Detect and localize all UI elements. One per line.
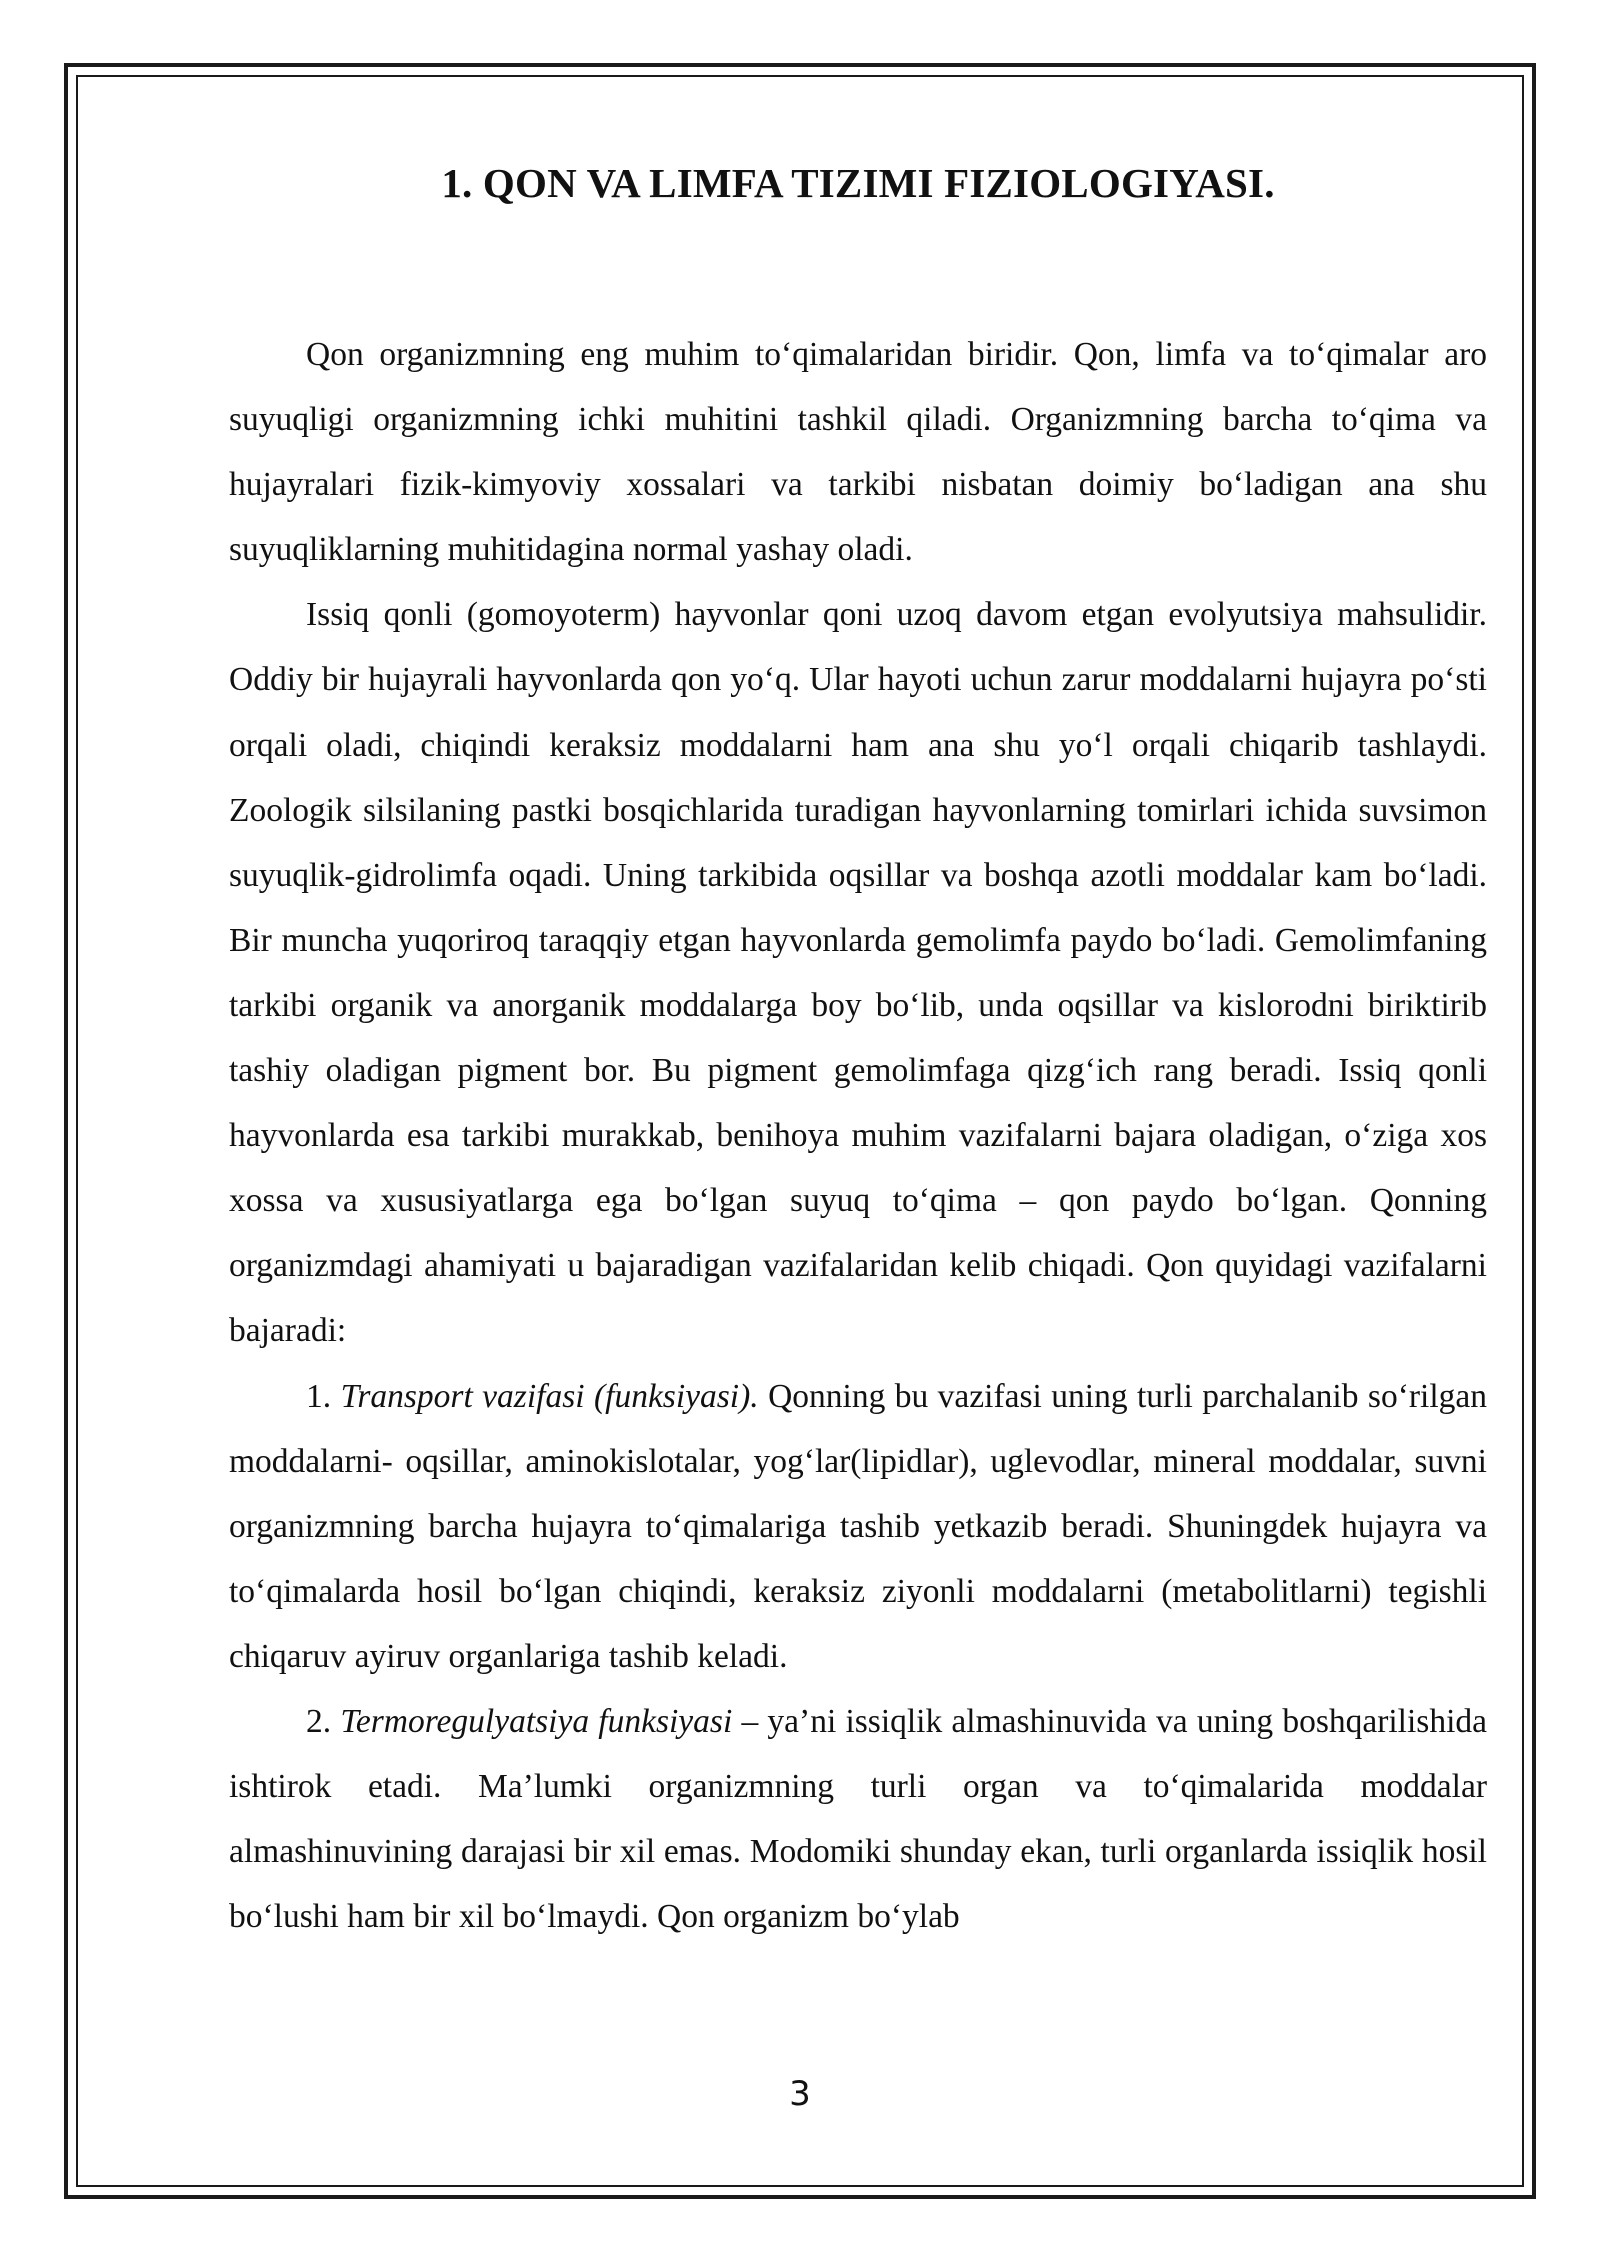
paragraph-intro: Qon organizmning eng muhim to‘qimalaridan biridir. Qon, limfa va to‘qimalar aro suyuqligi organizmning ichki muhitini tashkil qiladi. Organizmning barcha to‘qima va hujayralari fizik-kimyoviy xossalari va tarkibi nisbatan doimiy bo‘ladigan ana shu suyuqliklarning muhitidagina normal yashay oladi. (229, 336, 1487, 569)
function-description: – ya’ni issiqlik almashinuvida va uning boshqarilishida ishtirok etadi. Ma’lumki organizmning turli organ va to‘qimalarida moddalar almashinuvining darajasi bir xil emas. Modomiki shunday ekan, turli organlarda issiqlik hosil bo‘lushi ham bir xil bo‘lmaydi. Qon organizm bo‘ylab (229, 1702, 1488, 1936)
page-number: 3 (789, 2074, 811, 2114)
page-title: 1. QON VA LIMFA TIZIMI FIZIOLOGIYASI. (441, 160, 1275, 206)
list-number: 1. (306, 1377, 341, 1415)
paragraph-evolution: Issiq qonli (gomoyoterm) hayvonlar qoni uzoq davom etgan evolyutsiya mahsulidir. Oddiy bir hujayrali hayvonlarda qon yo‘q. Ular hayoti uchun zarur moddalarni hujayra po‘sti orqali oladi, chiqindi keraksiz moddalarni ham ana shu yo‘l orqali chiqarib tashlaydi. Zoologik silsilaning pastki bosqichlarida turadigan hayvonlarning tomirlari ichida suvsimon suyuqlik-gidrolimfa oqadi. Uning tarkibida oqsillar va boshqa azotli moddalar kam bo‘ladi. Bir muncha yuqoriroq taraqqiy etgan hayvonlarda gemolimfa paydo bo‘ladi. Gemolimfaning tarkibi organik va anorganik moddalarga boy bo‘lib, unda oqsillar va kislorodni biriktirib tashiy oladigan pigment bor. Bu pigment gemolimfaga qizg‘ich rang beradi. Issiq qonli hayvonlarda esa tarkibi murakkab, benihoya muhim vazifalarni bajara oladigan, o‘ziga xos xossa va xususiyatlarga ega bo‘lgan suyuq to‘qima – qon paydo bo‘lgan. Qonning organizmdagi ahamiyati u bajaradigan vazifalaridan kelib chiqadi. Qon quyidagi vazifalarni bajaradi: (229, 596, 1487, 1350)
document-body (229, 322, 1487, 1949)
paragraph-thermoregulation-function (229, 1689, 1487, 1949)
function-term: Termoregulyatsiya funksiyasi (340, 1702, 733, 1740)
function-term: Transport vazifasi (funksiyasi). (340, 1377, 759, 1415)
list-number: 2. (306, 1702, 341, 1740)
paragraph-transport-function (229, 1364, 1487, 1689)
function-description: Qonning bu vazifasi uning turli parchalanib so‘rilgan moddalarni- oqsillar, aminokislotalar, yog‘lar(lipidlar), uglevodlar, mineral moddalar, suvni organizmning barcha hujayra to‘qimalariga tashib yetkazib beradi. Shuningdek hujayra va to‘qimalarda hosil bo‘lgan chiqindi, keraksiz ziyonli moddalarni (metabolitlarni) tegishli chiqaruv ayiruv organlariga tashib keladi. (229, 1377, 1487, 1675)
